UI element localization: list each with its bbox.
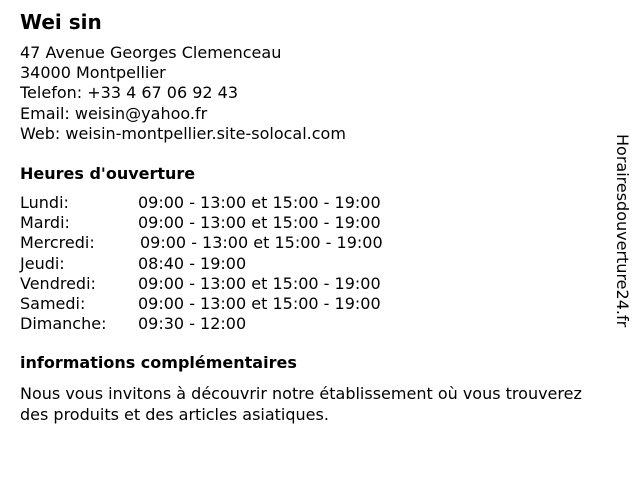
info-heading: informations complémentaires (20, 353, 297, 372)
time-value: 09:00 - 13:00 et 15:00 - 19:00 (138, 213, 381, 233)
day-label: Samedi: (20, 293, 86, 313)
email-text: Email: weisin@yahoo.fr (20, 103, 208, 123)
address-street: 47 Avenue Georges Clemenceau (20, 43, 282, 62)
day-label: Vendredi: (20, 273, 96, 293)
hours-heading: Heures d'ouverture (20, 164, 196, 183)
phone-text: Telefon: +33 4 67 06 92 43 (20, 83, 239, 103)
time-value: 09:00 - 13:00 et 15:00 - 19:00 (138, 293, 381, 313)
time-value: 09:00 - 13:00 et 15:00 - 19:00 (140, 233, 383, 253)
time-value: 08:40 - 19:00 (138, 253, 247, 273)
day-label: Mardi: (20, 213, 70, 233)
contact-block (20, 43, 346, 144)
web-text: Web: weisin-montpellier.site-solocal.com (20, 123, 346, 143)
time-value: 09:00 - 13:00 et 15:00 - 19:00 (138, 273, 381, 293)
day-label: Dimanche: (20, 314, 107, 334)
time-value: 09:00 - 13:00 et 15:00 - 19:00 (138, 193, 381, 212)
business-name: Wei sin (20, 10, 102, 34)
site-watermark: Horairesdouverture24.fr (613, 134, 632, 328)
day-label: Lundi: (20, 193, 69, 212)
day-label: Mercredi: (20, 233, 95, 253)
address-city: 34000 Montpellier (20, 63, 166, 83)
info-description: Nous vous invitons à découvrir notre établissement où vous trouverez des produits et des articles asiatiques. (20, 384, 582, 424)
day-label: Jeudi: (20, 253, 65, 273)
time-value: 09:30 - 12:00 (138, 314, 247, 334)
